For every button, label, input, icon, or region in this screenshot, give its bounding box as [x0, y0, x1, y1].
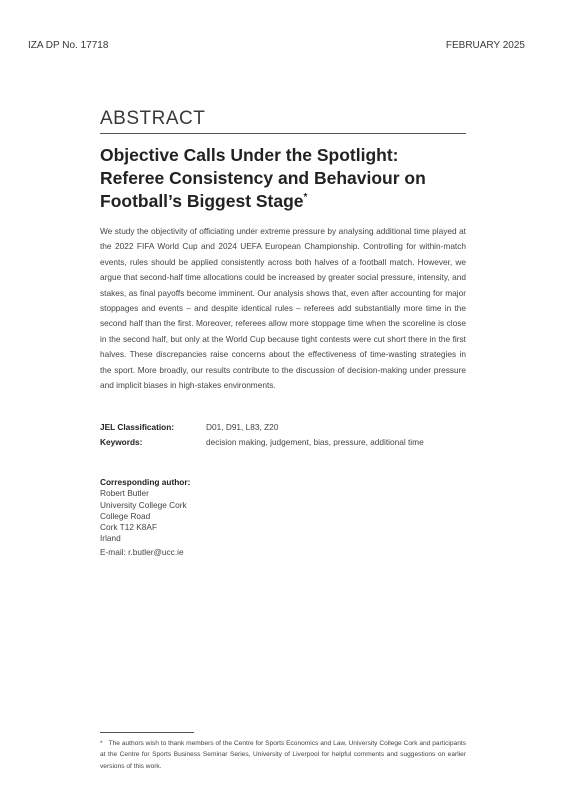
paper-series-number: IZA DP No. 17718 [28, 40, 109, 51]
abstract-text: We study the objectivity of officiating under extreme pressure by analysing additional time played at the 2022 FIFA World Cup and 2024 UEFA European Championship. Controlling for within-match events, rules should be applied consistently across both halves of a football match. However, we argue that second-half time allocations could be increased by greater social pressure, intensity, and stakes, as final payoffs become imminent. Our analysis shows that, even after accounting for major stoppages and events – and despite identical rules – referees add substantially more time in the second half than the first. Moreover, referees allow more stoppage time when the scoreline is close in the second half, but only at the World Cup because tight contests were cut short there in the first halves. These discrepancies raise concerns about the effectiveness of time-wasting strategies in the sport. More broadly, our results contribute to the discussion of decision-making under pressure and implicit biases in high-stakes environments. [100, 226, 466, 391]
keywords-value: decision making, judgement, bias, pressure, additional time [206, 437, 424, 448]
keywords-label: Keywords: [100, 437, 143, 448]
author-name: Robert Butler [100, 488, 149, 499]
corresponding-author-label: Corresponding author: [100, 477, 191, 487]
paper-title-text: Objective Calls Under the Spotlight: Referee Consistency and Behaviour on Football’s Biggest Stage [100, 145, 426, 211]
jel-row [100, 420, 466, 435]
author-city: Cork T12 K8AF [100, 522, 158, 533]
footnote-divider [100, 732, 194, 733]
footnote [100, 738, 466, 772]
paper-title [100, 144, 466, 213]
jel-label: JEL Classification: [100, 422, 175, 432]
heading-divider [100, 133, 466, 134]
section-heading: ABSTRACT [100, 108, 206, 129]
author-email[interactable]: E-mail: r.butler@ucc.ie [100, 546, 184, 557]
author-street: College Road [100, 510, 151, 521]
title-footnote-mark: * [303, 192, 308, 204]
footnote-mark: * [100, 740, 103, 747]
author-country: Irland [100, 533, 121, 544]
classification-block [100, 420, 466, 451]
footnote-text: The authors wish to thank members of the Centre for Sports Economics and Law, University College Cork and participants at the Centre for Sports Business Seminar Series, University of Liverpool for helpful comments and suggestions on earlier versions of this work. [100, 740, 466, 770]
jel-value: D01, D91, L83, Z20 [206, 422, 279, 432]
keywords-row [100, 435, 466, 450]
author-institution: University College Cork [100, 499, 187, 510]
corresponding-author-block [100, 477, 466, 558]
paper-date: FEBRUARY 2025 [445, 40, 525, 51]
